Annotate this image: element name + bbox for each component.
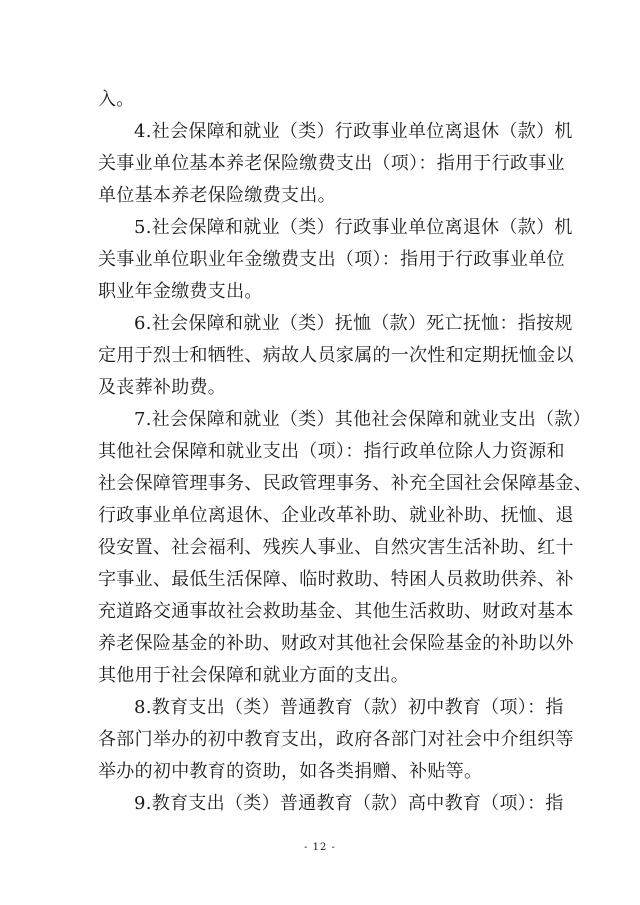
text-line: 役安置、社会福利、残疾人事业、自然灾害生活补助、红十: [98, 537, 574, 558]
text-line: 关事业单位职业年金缴费支出（项）：指用于行政事业单位: [98, 249, 565, 270]
text-line: 单位基本养老保险缴费支出。: [98, 185, 336, 206]
text-line: 入。: [98, 89, 135, 110]
text-line: 社会保障管理事务、民政管理事务、补充全国社会保障基金、: [98, 473, 593, 494]
text-line: 举办的初中教育的资助，如各类捐赠、补贴等。: [98, 761, 483, 782]
text-line: 充道路交通事故社会救助基金、其他生活救助、财政对基本: [98, 601, 574, 622]
text-line: 养老保险基金的补助、财政对其他社会保险基金的补助以外: [98, 633, 574, 654]
text-line: 定用于烈士和牺牲、病故人员家属的一次性和定期抚恤金以: [98, 345, 574, 366]
text-line: 行政事业单位离退休、企业改革补助、就业补助、抚恤、退: [98, 505, 574, 526]
text-line: 6.社会保障和就业（类）抚恤（款）死亡抚恤：指按规: [134, 313, 573, 334]
text-line: 5.社会保障和就业（类）行政事业单位离退休（款）机: [134, 217, 573, 238]
text-line: 8.教育支出（类）普通教育（款）初中教育（项）：指: [134, 697, 564, 718]
text-line: 关事业单位基本养老保险缴费支出（项）：指用于行政事业: [98, 153, 565, 174]
text-line: 4.社会保障和就业（类）行政事业单位离退休（款）机: [134, 121, 573, 142]
text-line: 职业年金缴费支出。: [98, 281, 263, 302]
text-line: 7.社会保障和就业（类）其他社会保障和就业支出（款）: [134, 409, 591, 430]
text-line: 各部门举办的初中教育支出，政府各部门对社会中介组织等: [98, 729, 574, 750]
text-line: 其他社会保障和就业支出（项）：指行政单位除人力资源和: [98, 441, 565, 462]
text-line: 字事业、最低生活保障、临时救助、特困人员救助供养、补: [98, 569, 574, 590]
page-number: - 12 -: [304, 842, 336, 853]
text-line: 9.教育支出（类）普通教育（款）高中教育（项）：指: [134, 793, 564, 814]
text-line: 及丧葬补助费。: [98, 377, 227, 398]
text-line: 其他用于社会保障和就业方面的支出。: [98, 665, 410, 686]
